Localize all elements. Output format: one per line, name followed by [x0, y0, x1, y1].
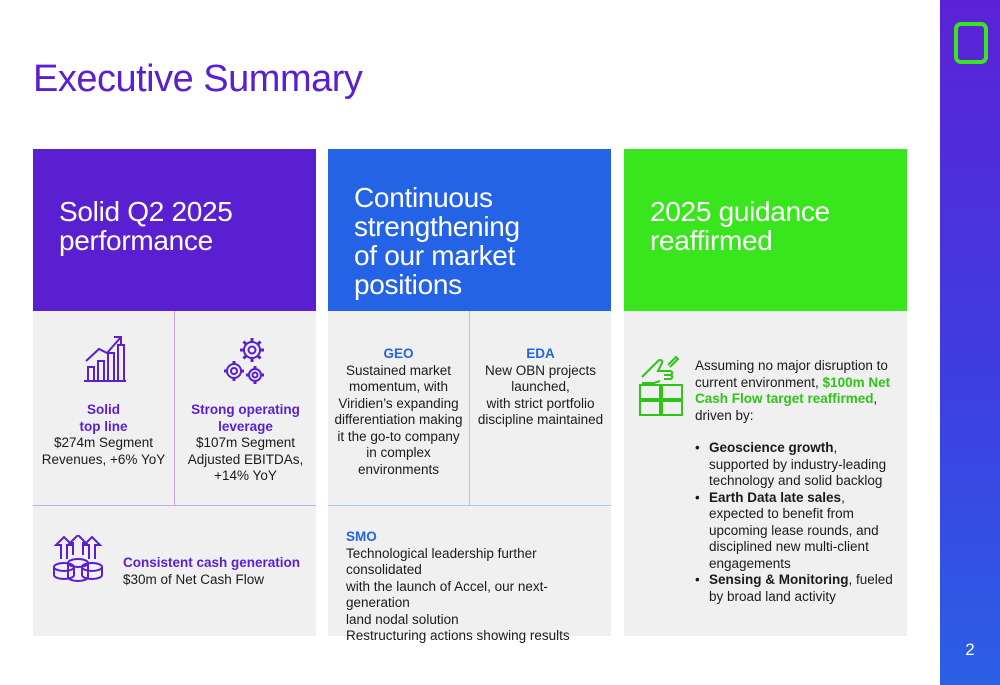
brand-sidebar	[940, 0, 1000, 685]
geo-block	[328, 346, 469, 478]
leverage-text: +14% YoY	[214, 468, 277, 483]
guidance-text	[695, 358, 895, 605]
hand-blocks-icon	[638, 355, 684, 421]
guidance-header-line: 2025 guidance	[650, 196, 830, 227]
page-title: Executive Summary	[33, 58, 363, 100]
guidance-header	[624, 149, 907, 311]
geo-text: Sustained market	[345, 362, 452, 378]
top-line-title: top line	[79, 418, 128, 434]
bullet-text: , fueled by broad land activity	[709, 572, 893, 604]
performance-header	[33, 149, 316, 311]
smo-block	[346, 529, 608, 645]
market-panel	[328, 311, 611, 643]
geo-text: differentiation making	[334, 412, 463, 427]
eda-title: EDA	[526, 346, 555, 361]
market-header-line: of our market positions	[354, 240, 516, 300]
guidance-target-highlight: $100m Net Cash Flow target reaffirmed	[695, 374, 891, 406]
gears-icon	[221, 335, 269, 387]
smo-text: Technological leadership further consolidated	[346, 545, 537, 577]
bar-chart-growth-icon	[83, 333, 127, 383]
cash-title: Consistent cash generation	[123, 555, 301, 570]
smo-text: land nodal solution	[346, 611, 459, 627]
guidance-intro	[695, 358, 895, 424]
eda-text: with strict portfolio	[486, 395, 595, 411]
smo-title: SMO	[346, 529, 377, 544]
performance-panel	[33, 311, 316, 636]
top-line-title: Solid	[87, 402, 120, 417]
bullet-text: , supported by industry-leading technology and solid backlog	[709, 440, 887, 488]
cash-text: $30m of Net Cash Flow	[123, 571, 265, 587]
top-line-text: $274m Segment	[53, 435, 154, 450]
eda-text: New OBN projects	[484, 362, 597, 378]
smo-text: Restructuring actions showing results	[346, 628, 570, 643]
bullet-bold: Geoscience growth	[709, 440, 834, 455]
list-item	[695, 440, 895, 490]
geo-text: in complex	[366, 445, 431, 460]
guidance-bullet-list	[695, 440, 895, 605]
leverage-title: leverage	[218, 418, 273, 434]
cash-block	[123, 555, 313, 588]
bullet-text: , expected to benefit from upcoming lease rounds, and disciplined new multi-client engagements	[709, 489, 879, 571]
top-line-block	[33, 402, 174, 468]
brand-logo-icon	[954, 22, 988, 64]
eda-text: launched,	[511, 379, 570, 394]
panel-divider	[328, 505, 611, 506]
leverage-block	[175, 402, 316, 485]
coins-arrows-icon	[51, 535, 105, 585]
geo-text: Viridien’s expanding	[338, 395, 459, 411]
bullet-bold: Sensing & Monitoring	[709, 572, 849, 587]
list-item	[695, 490, 895, 573]
list-item	[695, 572, 895, 605]
market-header-line: Continuous	[354, 182, 493, 213]
eda-text: discipline maintained	[477, 412, 604, 427]
guidance-header-line: reaffirmed	[650, 225, 773, 256]
market-header-line: strengthening	[354, 211, 520, 242]
panel-divider	[33, 505, 316, 506]
market-header	[328, 149, 611, 311]
leverage-text: $107m Segment	[195, 435, 296, 450]
geo-title: GEO	[383, 346, 414, 361]
eda-block	[470, 346, 611, 429]
performance-header-line: Solid Q2 2025	[59, 196, 233, 227]
page-number: 2	[965, 640, 975, 659]
smo-text: with the launch of Accel, our next-generation	[346, 578, 548, 610]
geo-text: it the go-to company	[337, 428, 460, 444]
guidance-intro-text: Assuming no major disruption to current environment,	[695, 358, 888, 390]
leverage-title: Strong operating	[191, 402, 300, 417]
geo-text: environments	[357, 461, 440, 477]
leverage-text: Adjusted EBITDAs,	[187, 451, 304, 467]
bullet-bold: Earth Data late sales	[709, 489, 842, 505]
performance-header-line: performance	[59, 225, 213, 256]
guidance-intro-text: , driven by:	[695, 391, 878, 423]
top-line-text: Revenues, +6% YoY	[41, 451, 166, 467]
geo-text: momentum, with	[348, 379, 449, 394]
